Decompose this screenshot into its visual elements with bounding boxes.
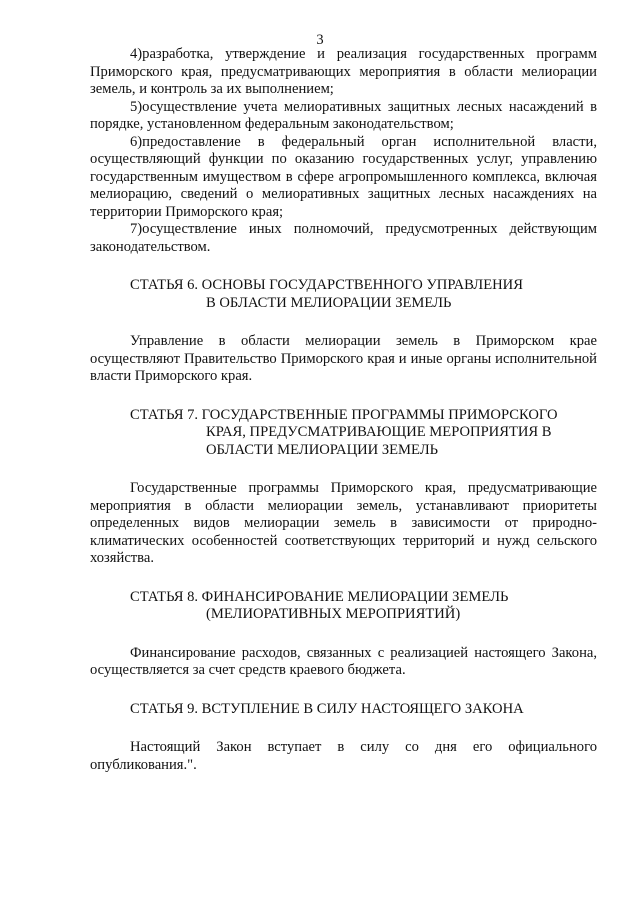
heading-line: КРАЯ, ПРЕДУСМАТРИВАЮЩИЕ МЕРОПРИЯТИЯ В xyxy=(206,424,552,440)
article-8-heading xyxy=(90,589,597,624)
article-9-body: Настоящий Закон вступает в силу со дня его официального опубликования.". xyxy=(90,739,597,773)
article-7-heading xyxy=(90,407,597,460)
article-8-body: Финансирование расходов, связанных с реализацией настоящего Закона, осуществляется за счет средств краевого бюджета. xyxy=(90,644,597,678)
heading-line: СТАТЬЯ 9. ВСТУПЛЕНИЕ В СИЛУ НАСТОЯЩЕГО ЗАКОНА xyxy=(130,700,524,717)
page-number: 3 xyxy=(316,32,324,48)
list-item: 4)разработка, утверждение и реализация государственных программ Приморского края, предусматривающих мероприятия в области мелиорации земель, и контроль за их выполнением; xyxy=(90,46,597,97)
list-item: 7)осуществление иных полномочий, предусмотренных действующим законодательством. xyxy=(90,221,597,255)
heading-line: ОБЛАСТИ МЕЛИОРАЦИИ ЗЕМЕЛЬ xyxy=(206,441,439,458)
article-9-heading xyxy=(90,701,597,719)
list-item: 6)предоставление в федеральный орган исполнительной власти, осуществляющий функции по оказанию государственных услуг, управлению государственным имуществом в сфере агропромышленного комплекса, включая мелиорацию, сведений о мелиоративных защитных лесных насаждениях на территории Приморского края; xyxy=(90,133,597,220)
list-item: 5)осуществление учета мелиоративных защитных лесных насаждений в порядке, установленном федеральным законодательством; xyxy=(90,98,597,132)
article-7-body: Государственные программы Приморского края, предусматривающие мероприятия в области мелиорации земель, устанавливают приоритеты определенных видов мелиорации земель в зависимости от природно-климатических особенностей соответствующих территорий и нужд сельского хозяйства. xyxy=(90,480,597,566)
heading-line: СТАТЬЯ 8. ФИНАНСИРОВАНИЕ МЕЛИОРАЦИИ ЗЕМЕЛЬ xyxy=(130,588,509,605)
article-6-heading xyxy=(90,277,597,312)
heading-line: СТАТЬЯ 7. ГОСУДАРСТВЕННЫЕ ПРОГРАММЫ ПРИМОРСКОГО xyxy=(130,406,558,423)
heading-line: СТАТЬЯ 6. ОСНОВЫ ГОСУДАРСТВЕННОГО УПРАВЛЕНИЯ xyxy=(130,277,523,293)
heading-line: (МЕЛИОРАТИВНЫХ МЕРОПРИЯТИЙ) xyxy=(206,606,461,622)
document-body xyxy=(90,46,597,774)
article-6-body: Управление в области мелиорации земель в Приморском крае осуществляют Правительство Приморского края и иные органы исполнительной власти Приморского края. xyxy=(90,333,597,384)
heading-line: В ОБЛАСТИ МЕЛИОРАЦИИ ЗЕМЕЛЬ xyxy=(206,294,452,311)
